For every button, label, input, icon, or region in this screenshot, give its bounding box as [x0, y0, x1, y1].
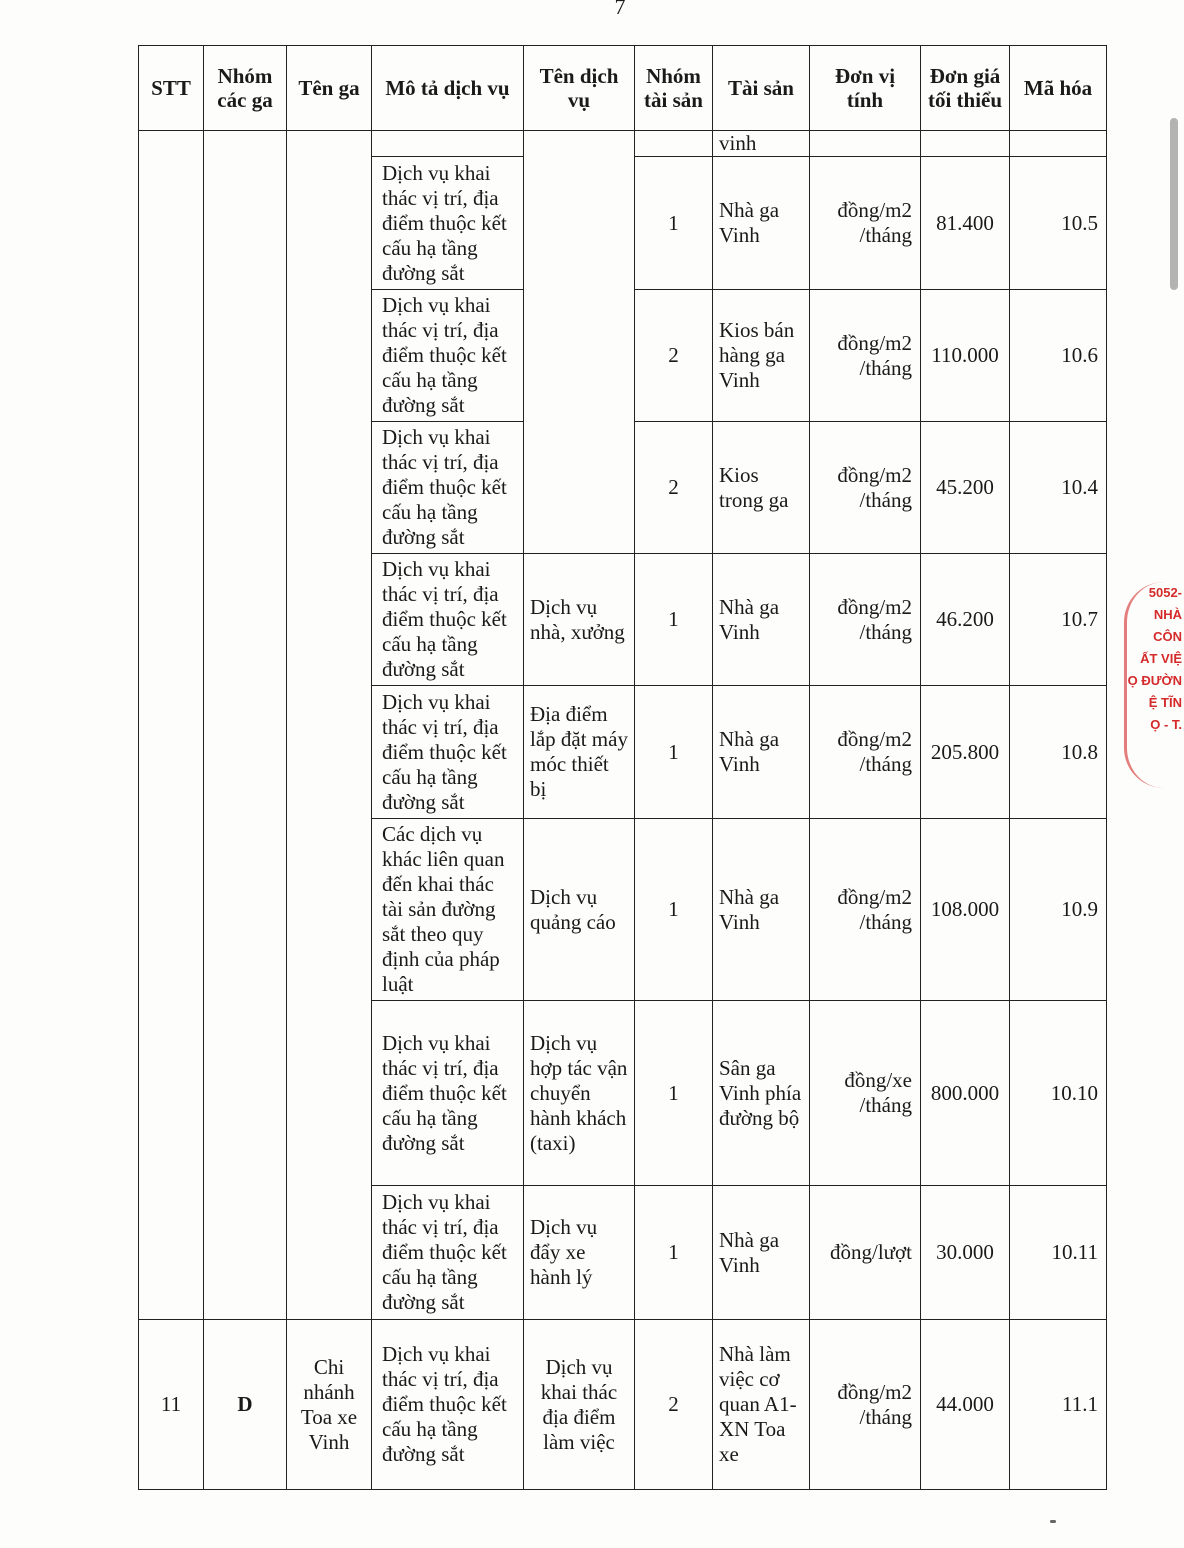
code: 10.5 [1010, 157, 1107, 290]
page-number: 7 [614, 0, 626, 19]
min-price: 110.000 [921, 290, 1010, 422]
unit: đồng/m2 /tháng [810, 290, 921, 422]
asset-group: 1 [635, 819, 713, 1001]
code: 10.10 [1010, 1001, 1107, 1186]
asset: Nhà ga Vinh [713, 157, 810, 290]
asset: Nhà làm việc cơ quan A1- XN Toa xe [713, 1320, 810, 1490]
min-price: 30.000 [921, 1186, 1010, 1320]
min-price: 45.200 [921, 422, 1010, 554]
stt-cell-empty [139, 131, 204, 1320]
asset-group: 1 [635, 554, 713, 686]
code: 10.4 [1010, 422, 1107, 554]
service-name: Địa điểm lắp đặt máy móc thiết bị [524, 686, 635, 819]
desc-cell-empty [372, 131, 524, 157]
asset: Nhà ga Vinh [713, 554, 810, 686]
stamp-line: Ọ - T. [1150, 717, 1182, 732]
header-service-name: Tên dịch vụ [524, 46, 635, 131]
code: 11.1 [1010, 1320, 1107, 1490]
stamp-line: CÔN [1153, 629, 1182, 644]
min-price: 800.000 [921, 1001, 1010, 1186]
scan-mark [1050, 1520, 1056, 1523]
group-cell-empty [204, 131, 287, 1320]
service-description: Dịch vụ khai thác vị trí, địa điểm thuộc kết cấu hạ tầng đường sắt [372, 1001, 524, 1186]
header-stt: STT [139, 46, 204, 131]
asset-group: 2 [635, 290, 713, 422]
service-description: Dịch vụ khai thác vị trí, địa điểm thuộc kết cấu hạ tầng đường sắt [372, 157, 524, 290]
asset: Nhà ga Vinh [713, 819, 810, 1001]
asset-group: 1 [635, 1001, 713, 1186]
unit: đồng/m2 /tháng [810, 686, 921, 819]
price-cell-empty [921, 131, 1010, 157]
table-header-row [139, 46, 1107, 131]
asset: Nhà ga Vinh [713, 1186, 810, 1320]
unit: đồng/m2 /tháng [810, 422, 921, 554]
code: 10.9 [1010, 819, 1107, 1001]
service-name: Dịch vụ nhà, xưởng [524, 554, 635, 686]
station-name: Chi nhánh Toa xe Vinh [287, 1320, 372, 1490]
stamp-line: 5052- [1148, 585, 1182, 600]
asset-group: 2 [635, 1320, 713, 1490]
header-asset-group: Nhóm tài sản [635, 46, 713, 131]
service-description: Dịch vụ khai thác vị trí, địa điểm thuộc kết cấu hạ tầng đường sắt [372, 554, 524, 686]
service-description: Dịch vụ khai thác vị trí, địa điểm thuộc kết cấu hạ tầng đường sắt [372, 422, 524, 554]
stamp-line: NHÀ [1153, 607, 1182, 622]
service-name: Dịch vụ đẩy xe hành lý [524, 1186, 635, 1320]
stt: 11 [139, 1320, 204, 1490]
asset-group: 1 [635, 686, 713, 819]
service-description: Dịch vụ khai thác vị trí, địa điểm thuộc kết cấu hạ tầng đường sắt [372, 1186, 524, 1320]
min-price: 46.200 [921, 554, 1010, 686]
service-description: Các dịch vụ khác liên quan đến khai thác tài sản đường sắt theo quy định của pháp luật [372, 819, 524, 1001]
station-cell-empty [287, 131, 372, 1320]
header-station-group: Nhóm các ga [204, 46, 287, 131]
asset: Sân ga Vinh phía đường bộ [713, 1001, 810, 1186]
service-description: Dịch vụ khai thác vị trí, địa điểm thuộc kết cấu hạ tầng đường sắt [372, 686, 524, 819]
unit-cell-empty [810, 131, 921, 157]
asset-group: 1 [635, 1186, 713, 1320]
header-unit: Đơn vị tính [810, 46, 921, 131]
asset-group-cell-empty [635, 131, 713, 157]
unit: đồng/m2 /tháng [810, 1320, 921, 1490]
min-price: 205.800 [921, 686, 1010, 819]
header-min-price: Đơn giá tối thiểu [921, 46, 1010, 131]
scrollbar[interactable] [1170, 118, 1178, 290]
code: 10.6 [1010, 290, 1107, 422]
asset: Kios trong ga [713, 422, 810, 554]
unit: đồng/m2 /tháng [810, 554, 921, 686]
service-name: Dịch vụ hợp tác vận chuyển hành khách (taxi) [524, 1001, 635, 1186]
service-name: Dịch vụ khai thác địa điểm làm việc [524, 1320, 635, 1490]
code: 10.11 [1010, 1186, 1107, 1320]
header-asset: Tài sản [713, 46, 810, 131]
min-price: 108.000 [921, 819, 1010, 1001]
unit: đồng/xe /tháng [810, 1001, 921, 1186]
table-row [139, 1320, 1107, 1490]
station-group: D [204, 1320, 287, 1490]
service-name: Dịch vụ quảng cáo [524, 819, 635, 1001]
table-row [139, 131, 1107, 157]
code: 10.8 [1010, 686, 1107, 819]
service-description: Dịch vụ khai thác vị trí, địa điểm thuộc kết cấu hạ tầng đường sắt [372, 290, 524, 422]
unit: đồng/m2 /tháng [810, 819, 921, 1001]
header-service-description: Mô tả dịch vụ [372, 46, 524, 131]
header-code: Mã hóa [1010, 46, 1107, 131]
min-price: 81.400 [921, 157, 1010, 290]
code-cell-empty [1010, 131, 1107, 157]
code: 10.7 [1010, 554, 1107, 686]
asset: Kios bán hàng ga Vinh [713, 290, 810, 422]
unit: đồng/m2 /tháng [810, 157, 921, 290]
service-description: Dịch vụ khai thác vị trí, địa điểm thuộc kết cấu hạ tầng đường sắt [372, 1320, 524, 1490]
stamp-line: Ệ TĨN [1148, 695, 1182, 710]
asset-group: 2 [635, 422, 713, 554]
service-cell-empty [524, 131, 635, 554]
red-stamp [1118, 582, 1184, 792]
stamp-line: ẤT VIỆ [1140, 651, 1182, 666]
header-station-name: Tên ga [287, 46, 372, 131]
service-price-table [138, 45, 1107, 1490]
min-price: 44.000 [921, 1320, 1010, 1490]
stamp-line: Ọ ĐƯỜN [1127, 673, 1182, 688]
asset-carry-over: vinh [713, 131, 810, 157]
asset: Nhà ga Vinh [713, 686, 810, 819]
unit: đồng/lượt [810, 1186, 921, 1320]
asset-group: 1 [635, 157, 713, 290]
